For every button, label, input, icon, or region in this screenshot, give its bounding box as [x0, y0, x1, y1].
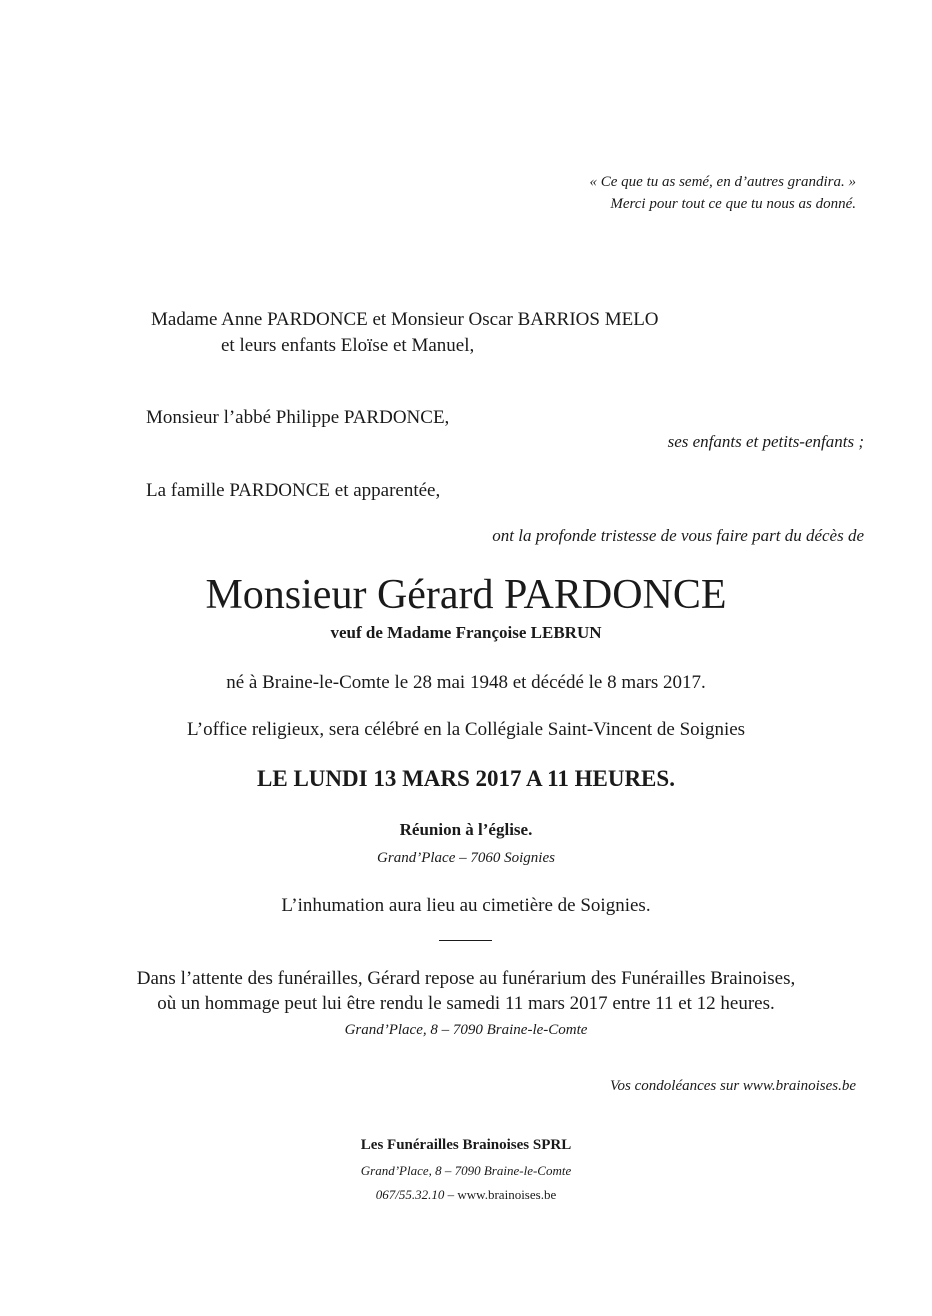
spouse-line: veuf de Madame Françoise LEBRUN: [330, 623, 602, 642]
deceased-name: Monsieur Gérard PARDONCE: [205, 572, 727, 618]
visitation-line-2: où un hommage peut lui être rendu le samedi 11 mars 2017 entre 11 et 12 heures.: [157, 993, 775, 1014]
announcement-line: ont la profonde tristesse de vous faire part du décès de: [492, 526, 864, 545]
section-divider: [439, 940, 492, 941]
company-website-link[interactable]: www.brainoises.be: [457, 1187, 557, 1202]
family-line-1: Madame Anne PARDONCE et Monsieur Oscar BARRIOS MELO: [151, 309, 659, 330]
meeting-line: Réunion à l’église.: [399, 820, 533, 839]
ceremony-intro: L’office religieux, sera célébré en la Collégiale Saint-Vincent de Soignies: [186, 719, 746, 740]
funerarium-address: Grand’Place, 8 – 7090 Braine-le-Comte: [344, 1022, 588, 1038]
visitation-line-1: Dans l’attente des funérailles, Gérard repose au funérarium des Funérailles Brainoises,: [136, 968, 796, 989]
ceremony-datetime: LE LUNDI 13 MARS 2017 A 11 HEURES.: [257, 766, 675, 791]
company-address: Grand’Place, 8 – 7090 Braine-le-Comte: [360, 1163, 572, 1178]
birth-death-dates: né à Braine-le-Comte le 28 mai 1948 et décédé le 8 mars 2017.: [226, 672, 706, 693]
epigraph-line-2: Merci pour tout ce que tu nous as donné.: [610, 196, 856, 212]
company-phone: 067/55.32.10: [375, 1187, 445, 1202]
epigraph-line-1: « Ce que tu as semé, en d’autres grandira. »: [589, 174, 856, 190]
family-line-2: et leurs enfants Eloïse et Manuel,: [221, 335, 475, 356]
family-line-5: La famille PARDONCE et apparentée,: [146, 480, 441, 501]
company-contact: [0, 1188, 932, 1201]
contact-separator: –: [444, 1187, 458, 1202]
church-address: Grand’Place – 7060 Soignies: [377, 850, 555, 866]
family-line-3: Monsieur l’abbé Philippe PARDONCE,: [146, 407, 450, 428]
family-line-4: ses enfants et petits-enfants ;: [667, 432, 864, 451]
burial-line: L’inhumation aura lieu au cimetière de Soignies.: [281, 895, 651, 916]
condolences-link[interactable]: Vos condoléances sur www.brainoises.be: [610, 1078, 856, 1094]
company-name: Les Funérailles Brainoises SPRL: [360, 1137, 572, 1153]
